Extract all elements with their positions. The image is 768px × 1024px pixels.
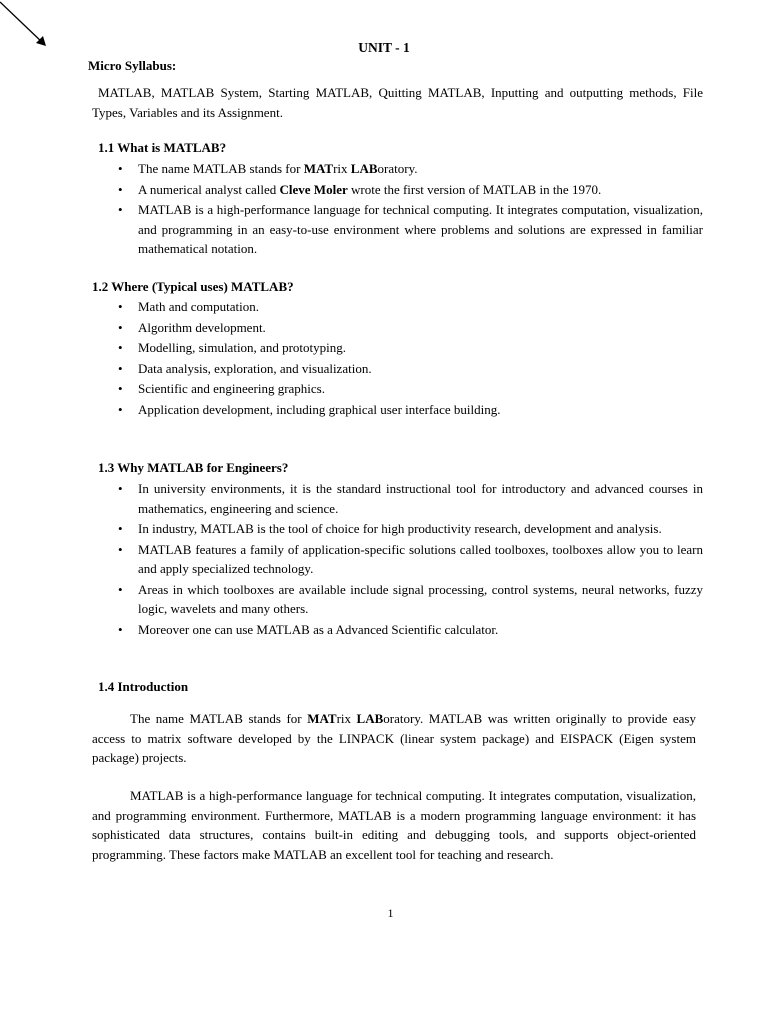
list-item: • Areas in which toolboxes are available include signal processing, control systems, neural networks, fuzzy logic, wavelets and many others. [118, 580, 703, 619]
list-item: • Scientific and engineering graphics. [118, 379, 703, 399]
intro-paragraph-2: MATLAB is a high-performance language for technical computing. It integrates computation, visualization, and programming environment. Furthermore, MATLAB is a modern programming language environment: it has sophisticated data structures, contains built-in editing and debugging tools, and supports object-oriented programming. These factors make MATLAB an excellent tool for teaching and research. [92, 788, 696, 862]
section-heading-1-1: 1.1 What is MATLAB? [98, 140, 227, 155]
page-number: 1 [387, 906, 394, 920]
list-item: • MATLAB features a family of application-specific solutions called toolboxes, toolboxes allow you to learn and apply specialized technology. [118, 540, 703, 579]
micro-syllabus-label: Micro Syllabus: [88, 58, 177, 73]
list-item: • Algorithm development. [118, 318, 703, 338]
section-1-1-list [118, 159, 703, 260]
list-item: • In industry, MATLAB is the tool of choice for high productivity research, development and analysis. [118, 519, 703, 539]
list-item: • Application development, including graphical user interface building. [118, 400, 703, 420]
list-item: • Data analysis, exploration, and visualization. [118, 359, 703, 379]
unit-title: UNIT - 1 [358, 40, 410, 55]
list-item: • MATLAB is a high-performance language for technical computing. It integrates computation, visualization, and programming in an easy-to-use environment where problems and solutions are expressed in familiar mathematical notation. [118, 200, 703, 259]
list-item: • The name MATLAB stands for MATrix LABoratory. [118, 159, 703, 179]
intro-paragraph-1: The name MATLAB stands for MATrix LABoratory. MATLAB was written originally to provide easy access to matrix software developed by the LINPACK (linear system package) and EISPACK (Eigen system package) projects. [92, 711, 696, 765]
list-item: • Moreover one can use MATLAB as a Advanced Scientific calculator. [118, 620, 703, 640]
list-item: • In university environments, it is the standard instructional tool for introductory and advanced courses in mathematics, engineering and science. [118, 479, 703, 518]
section-1-3-list [118, 479, 703, 640]
list-item: • A numerical analyst called Cleve Moler wrote the first version of MATLAB in the 1970. [118, 180, 703, 200]
section-heading-1-3: 1.3 Why MATLAB for Engineers? [98, 460, 289, 475]
list-item: • Modelling, simulation, and prototyping. [118, 338, 703, 358]
micro-syllabus-text: MATLAB, MATLAB System, Starting MATLAB, Quitting MATLAB, Inputting and outputting methods, File Types, Variables and its Assignment. [92, 85, 703, 120]
section-1-2-list [118, 297, 703, 420]
list-item: • Math and computation. [118, 297, 703, 317]
section-heading-1-4: 1.4 Introduction [98, 679, 189, 694]
section-heading-1-2: 1.2 Where (Typical uses) MATLAB? [92, 279, 294, 294]
